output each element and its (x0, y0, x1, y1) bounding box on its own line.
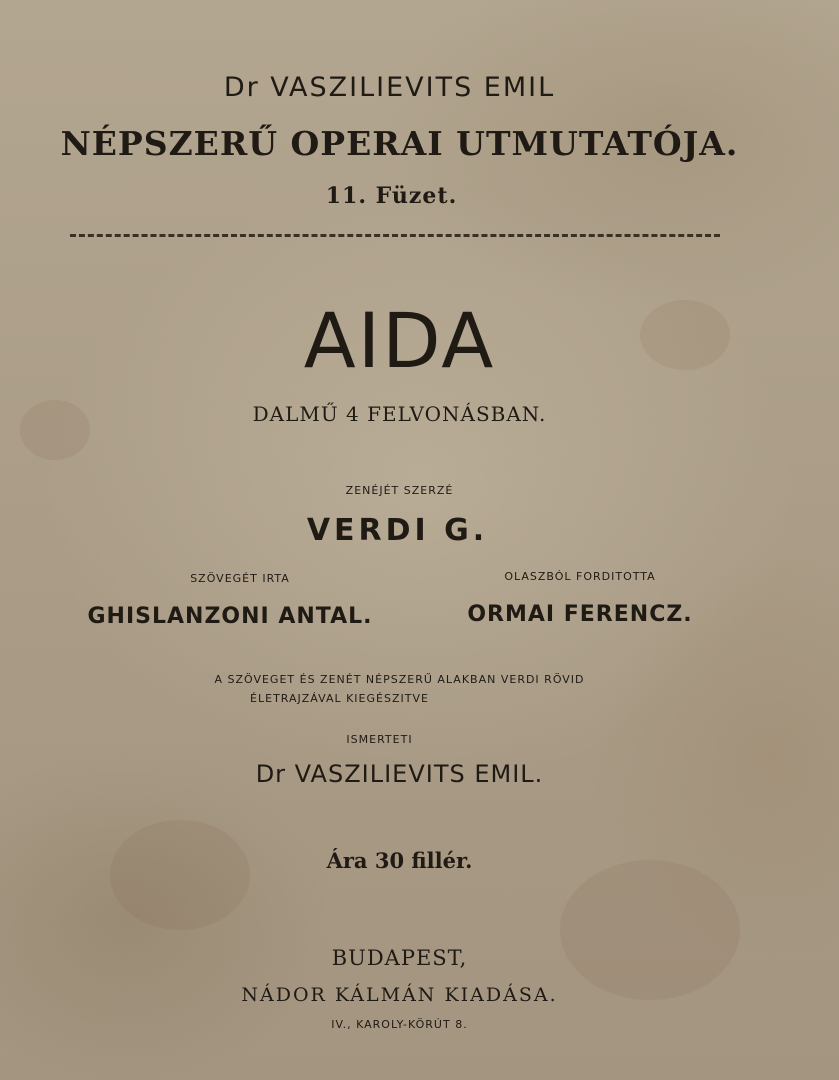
presenter-name: Dr VASZILIEVITS EMIL. (255, 760, 544, 788)
opera-subtitle: DALMŰ 4 FELVONÁSBAN. (252, 402, 547, 426)
paper-stain (560, 860, 740, 1000)
issue-number: 11. Füzet. (325, 183, 458, 209)
opera-title: AIDA (303, 296, 496, 385)
imprint-city: BUDAPEST, (331, 946, 468, 970)
translator-name: ORMAI FERENCZ. (467, 602, 693, 627)
librettist-label: SZÖVEGÉT IRTA (190, 572, 290, 585)
translator-label: OLASZBÓL FORDITOTTA (504, 570, 656, 583)
paper-stain (110, 820, 250, 930)
librettist-name: GHISLANZONI ANTAL. (87, 604, 373, 629)
header-divider (70, 234, 720, 237)
description-line-1: A SZÖVEGET ÉS ZENÉT NÉPSZERŰ ALAKBAN VERDI RÖVID (214, 673, 585, 686)
imprint-publisher: NÁDOR KÁLMÁN KIADÁSA. (241, 984, 558, 1006)
price: Ára 30 fillér. (326, 848, 473, 873)
composer-label: ZENÉJÉT SZERZÉ (345, 484, 454, 497)
presenter-label: ISMERTETI (346, 733, 413, 746)
imprint-address: IV., KAROLY-KÖRÚT 8. (331, 1018, 468, 1031)
header-author: Dr VASZILIEVITS EMIL (223, 72, 556, 103)
description-line-2: ÉLETRAJZÁVAL KIEGÉSZITVE (250, 692, 429, 705)
composer-name: VERDI G. (306, 513, 489, 548)
series-title: NÉPSZERŰ OPERAI UTMUTATÓJA. (60, 124, 739, 163)
